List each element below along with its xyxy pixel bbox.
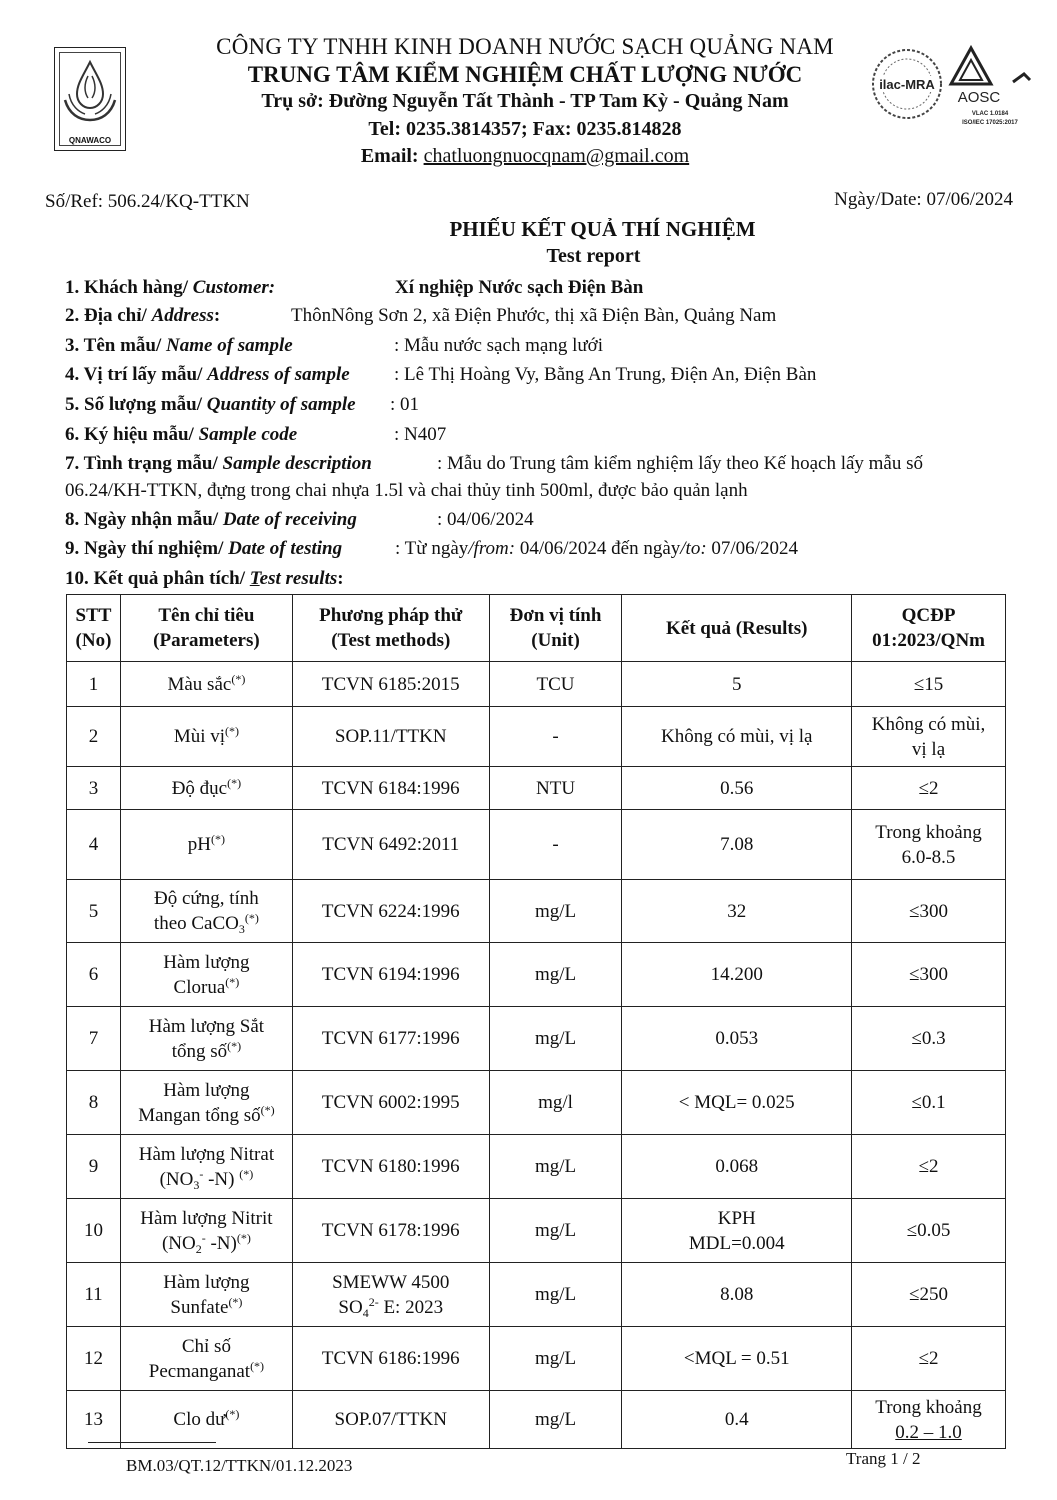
document-subtitle: Test report (546, 245, 641, 267)
field-label: 6. Ký hiệu mẫu/ Sample code (65, 424, 298, 445)
field-value: : Từ ngày/from: 04/06/2024 đến ngày/to: 07/06/2024 (395, 538, 798, 559)
field-value: : Lê Thị Hoàng Vy, Bằng An Trung, Điện An, Điện Bàn (394, 364, 817, 385)
cell-unit: NTU (489, 767, 622, 810)
cell-parameter: Độ đục(*) (120, 767, 292, 810)
cell-parameter: Hàm lượng Nitrat ($NO_3^-$ -N) (*) (120, 1135, 292, 1199)
table-row (67, 662, 1006, 707)
reference-number: Số/Ref: 506.24/KQ-TTKN (45, 191, 250, 212)
cell-unit: mg/L (489, 1007, 622, 1071)
cell-no: 9 (67, 1135, 121, 1199)
cell-standard: Trong khoảng 6.0-8.5 (852, 810, 1006, 880)
center-name: TRUNG TÂM KIỂM NGHIỆM CHẤT LƯỢNG NƯỚC (247, 62, 803, 87)
cell-method: TCVN 6194:1996 (292, 943, 489, 1007)
document-title: PHIẾU KẾT QUẢ THÍ NGHIỆM (449, 217, 756, 241)
field-label: 2. Địa chỉ/ Address: (65, 305, 221, 326)
col-header-parameters: Tên chỉ tiêu (Parameters) (120, 595, 292, 662)
field-value: : 04/06/2024 (437, 509, 534, 530)
cell-result: 0.068 (622, 1135, 852, 1199)
page-number: Trang 1 / 2 (846, 1449, 921, 1468)
col-header-no: STT (No) (67, 595, 121, 662)
report-date: Ngày/Date: 07/06/2024 (834, 189, 1013, 210)
company-logo (54, 47, 126, 151)
cell-result: 7.08 (622, 810, 852, 880)
col-header-methods: Phương pháp thử (Test methods) (292, 595, 489, 662)
accreditation-logos (868, 40, 1038, 132)
field-customer (65, 277, 644, 299)
cell-standard: ≤300 (852, 943, 1006, 1007)
cell-method: TCVN 6224:1996 (292, 880, 489, 943)
cell-parameter: pH(*) (120, 810, 292, 880)
field-label: 7. Tình trạng mẫu/ Sample description (65, 453, 372, 474)
col-header-unit: Đơn vị tính (Unit) (489, 595, 622, 662)
cell-result: 8.08 (622, 1263, 852, 1327)
table-row (67, 1391, 1006, 1449)
cell-unit: mg/L (489, 880, 622, 943)
cell-no: 8 (67, 1071, 121, 1135)
cell-standard: ≤0.05 (852, 1199, 1006, 1263)
company-name: CÔNG TY TNHH KINH DOANH NƯỚC SẠCH QUẢNG NAM (216, 34, 834, 59)
cell-standard: ≤15 (852, 662, 1006, 707)
cell-standard: Trong khoảng 0.2 – 1.0 (852, 1391, 1006, 1449)
field-value: : N407 (394, 424, 447, 445)
field-value: : 01 (390, 394, 420, 415)
cell-standard: ≤0.3 (852, 1007, 1006, 1071)
cell-unit: mg/L (489, 1199, 622, 1263)
cell-method: TCVN 6177:1996 (292, 1007, 489, 1071)
table-row (67, 1071, 1006, 1135)
field-sample-description (65, 453, 924, 475)
cell-no: 4 (67, 810, 121, 880)
cell-parameter: Hàm lượng Nitrit ($NO_2^-$ -N)(*) (120, 1199, 292, 1263)
cell-unit: - (489, 707, 622, 767)
table-row (67, 1007, 1006, 1071)
field-label: 5. Số lượng mẫu/ Quantity of sample (65, 394, 356, 415)
iso-text: ISO/IEC 17025:2017 (962, 120, 1018, 126)
logo-text: QNAWACO (68, 136, 112, 145)
cell-unit: mg/L (489, 1327, 622, 1391)
cell-method: SOP.11/TTKN (292, 707, 489, 767)
cell-no: 1 (67, 662, 121, 707)
field-sample-location (65, 364, 817, 386)
form-code: BM.03/QT.12/TTKN/01.12.2023 (126, 1456, 353, 1475)
cell-no: 12 (67, 1327, 121, 1391)
cell-standard: ≤300 (852, 880, 1006, 943)
field-label: 8. Ngày nhận mẫu/ Date of receiving (65, 509, 357, 530)
cell-result: 0.56 (622, 767, 852, 810)
cell-method: TCVN 6184:1996 (292, 767, 489, 810)
field-label: 4. Vị trí lấy mẫu/ Address of sample (65, 364, 350, 385)
cell-no: 10 (67, 1199, 121, 1263)
vlac-text: VLAC 1.0184 (971, 111, 1009, 117)
cell-unit: mg/L (489, 1263, 622, 1327)
cell-result: Không có mùi, vị lạ (622, 707, 852, 767)
cell-parameter: Hàm lượng Sunfate(*) (120, 1263, 292, 1327)
cell-result: 0.4 (622, 1391, 852, 1449)
field-quantity (65, 394, 420, 416)
table-row (67, 1327, 1006, 1391)
cell-no: 7 (67, 1007, 121, 1071)
field-sample-code (65, 424, 447, 446)
cell-result: 32 (622, 880, 852, 943)
cell-result: < MQL= 0.025 (622, 1071, 852, 1135)
table-header-row (67, 595, 1006, 662)
cell-standard: ≤0.1 (852, 1071, 1006, 1135)
cell-method: TCVN 6492:2011 (292, 810, 489, 880)
company-email-line (130, 145, 920, 168)
cell-unit: TCU (489, 662, 622, 707)
field-value: Xí nghiệp Nước sạch Điện Bàn (395, 277, 644, 298)
cell-result: <MQL = 0.51 (622, 1327, 852, 1391)
cell-parameter: Hàm lượng Mangan tổng số(*) (120, 1071, 292, 1135)
cell-unit: mg/L (489, 1135, 622, 1199)
cell-no: 13 (67, 1391, 121, 1449)
cell-result: 5 (622, 662, 852, 707)
table-row (67, 1135, 1006, 1199)
table-row (67, 943, 1006, 1007)
results-table (66, 594, 1006, 1449)
field-address (65, 305, 777, 327)
cell-method: TCVN 6178:1996 (292, 1199, 489, 1263)
cell-no: 11 (67, 1263, 121, 1327)
field-label: 9. Ngày thí nghiệm/ Date of testing (65, 538, 343, 559)
table-row (67, 767, 1006, 810)
cell-standard: ≤2 (852, 767, 1006, 810)
cell-parameter: Hàm lượng Sắt tổng số(*) (120, 1007, 292, 1071)
water-drop-hands-icon (55, 54, 125, 134)
cell-parameter: Chỉ số Pecmanganat(*) (120, 1327, 292, 1391)
cell-unit: mg/l (489, 1071, 622, 1135)
field-label: 3. Tên mẫu/ Name of sample (65, 335, 293, 356)
field-date-testing (65, 538, 798, 560)
field-value: ThônNông Sơn 2, xã Điện Phước, thị xã Điện Bàn, Quảng Nam (291, 305, 777, 326)
field-label: 10. Kết quả phân tích/ Test results: (65, 568, 344, 589)
field-value: : Mẫu do Trung tâm kiểm nghiệm lấy theo Kế hoạch lấy mẫu số (437, 453, 924, 474)
table-row (67, 810, 1006, 880)
email-link[interactable]: chatluongnuocqnam@gmail.com (423, 145, 690, 167)
cell-parameter: Màu sắc(*) (120, 662, 292, 707)
cell-standard: Không có mùi, vị lạ (852, 707, 1006, 767)
cell-method: TCVN 6186:1996 (292, 1327, 489, 1391)
col-header-results: Kết quả (Results) (622, 595, 852, 662)
cell-standard: ≤250 (852, 1263, 1006, 1327)
table-row (67, 1199, 1006, 1263)
cell-method: SMEWW 4500 $SO_4^{2-}$ E: 2023 (292, 1263, 489, 1327)
aosc-text: AOSC (957, 89, 1001, 106)
table-row (67, 1263, 1006, 1327)
email-label: Email: (360, 145, 424, 167)
field-label: 1. Khách hàng/ Customer: (65, 277, 276, 298)
cell-result: KPH MDL=0.004 (622, 1199, 852, 1263)
cell-standard: ≤2 (852, 1327, 1006, 1391)
cell-result: 14.200 (622, 943, 852, 1007)
cell-method: TCVN 6185:2015 (292, 662, 489, 707)
table-row (67, 707, 1006, 767)
cell-no: 6 (67, 943, 121, 1007)
cell-method: SOP.07/TTKN (292, 1391, 489, 1449)
field-results-heading (65, 568, 344, 590)
footer-divider (88, 1442, 216, 1443)
cell-parameter: Hàm lượng Clorua(*) (120, 943, 292, 1007)
cell-standard: ≤2 (852, 1135, 1006, 1199)
cell-result: 0.053 (622, 1007, 852, 1071)
cell-unit: mg/L (489, 1391, 622, 1449)
field-value: : Mẫu nước sạch mạng lưới (394, 335, 604, 356)
company-address: Trụ sở: Đường Nguyễn Tất Thành - TP Tam Kỳ - Quảng Nam (261, 90, 789, 112)
cell-parameter: Clo dư(*) (120, 1391, 292, 1449)
cell-parameter: Mùi vị(*) (120, 707, 292, 767)
cell-method: TCVN 6002:1995 (292, 1071, 489, 1135)
cell-no: 3 (67, 767, 121, 810)
cell-unit: - (489, 810, 622, 880)
col-header-standard: QCĐP 01:2023/QNm (852, 595, 1006, 662)
field-sample-name (65, 335, 604, 357)
field-date-receiving (65, 509, 534, 531)
company-phone: Tel: 0235.3814357; Fax: 0235.814828 (368, 118, 682, 140)
ilac-mra-logo (868, 40, 1038, 132)
table-row (67, 880, 1006, 943)
field-sample-description-cont: 06.24/KH-TTKN, đựng trong chai nhựa 1.5l và chai thủy tinh 500ml, được bảo quản lạnh (65, 480, 748, 501)
cell-unit: mg/L (489, 943, 622, 1007)
cell-method: TCVN 6180:1996 (292, 1135, 489, 1199)
cell-parameter: Độ cứng, tính theo CaCO$_3$(*) (120, 880, 292, 943)
cell-no: 2 (67, 707, 121, 767)
ilac-text: ilac-MRA (879, 77, 935, 92)
cell-no: 5 (67, 880, 121, 943)
